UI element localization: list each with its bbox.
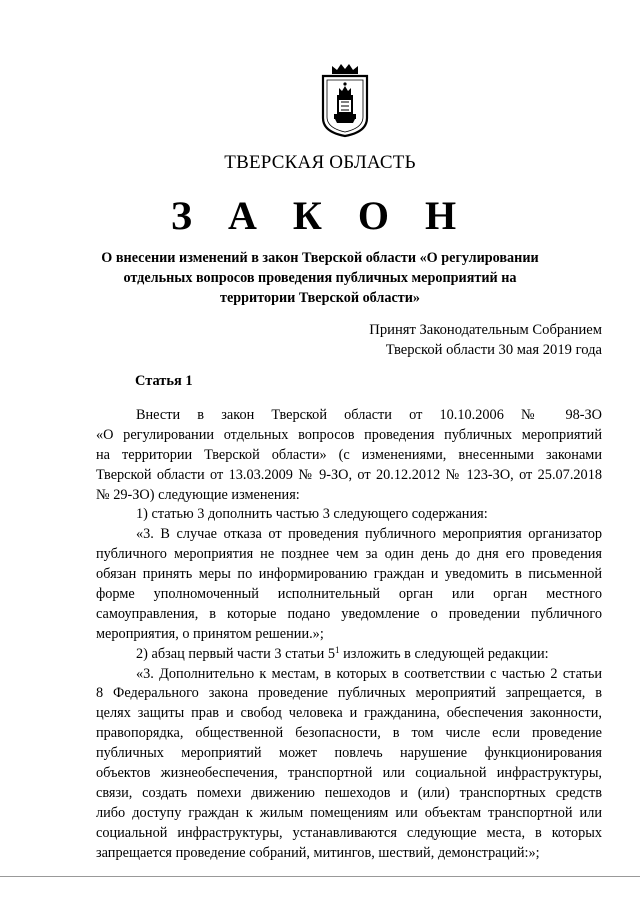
subject-line: территории Тверской области» [219,289,420,306]
body-line: связи, создать помехи движению пешеходов и (или) транспортных средств [96,784,602,801]
body-line: 8 Федерального закона проведение публичных мероприятий запрещается, в [96,685,602,702]
article-body [96,406,602,863]
body-line: объектов жизнеобеспечения, транспортной или социальной инфраструктуры, [96,765,602,782]
adoption-line: Тверской области 30 мая 2019 года [385,341,602,358]
body-line: целях защиты прав и свобод человека и гражданина, обеспечения законности, [96,705,602,722]
body-text: 2) абзац первый части 3 статьи 5 [136,645,336,662]
body-line: либо доступу граждан к жилым помещениям или объектам транспортной или [96,804,602,821]
body-line: «3. Дополнительно к местам, в которых в соответствии с частью 2 статьи [136,665,602,682]
subject-line: О внесении изменений в закон Тверской области «О регулировании [101,250,539,266]
region-name: ТВЕРСКАЯ ОБЛАСТЬ [224,152,416,173]
body-line: № 29-ЗО) следующие изменения: [96,486,300,503]
body-line: Тверской области от 13.03.2009 № 9-ЗО, от 20.12.2012 № 123-ЗО, от 25.07.2018 [96,466,602,483]
article-heading: Статья 1 [135,373,193,389]
superscript: 1 [335,644,340,655]
subject-line: отдельных вопросов проведения публичных мероприятий на [123,269,517,286]
body-line: форме уполномоченный исполнительный орган или орган местного [96,586,602,603]
body-line [96,645,602,665]
body-text: изложить в следующей редакции: [339,645,549,662]
body-line: правопорядка, общественной безопасности, в том числе если проведение [96,725,602,742]
body-line: обязан принять меры по информированию граждан и уведомить в письменной [96,566,602,583]
body-line: 1) статью 3 дополнить частью 3 следующего содержания: [136,506,488,523]
body-line: «О регулировании отдельных вопросов проведения публичных мероприятий [96,426,602,443]
body-line: публичного мероприятия не позднее чем за один день до дня его проведения [96,546,602,563]
adoption-note [300,320,602,360]
document-type-title: З А К О Н [170,193,470,238]
law-subject [92,249,548,309]
body-line: мероприятия, о принятом решении.»; [96,625,324,642]
body-line: Внести в закон Тверской области от 10.10.2006 № 98-ЗО [136,407,602,423]
body-line: публичных мероприятий может повлечь нарушение функционирования [96,745,602,762]
coat-of-arms-icon [318,62,372,138]
body-line: на территории Тверской области» (с изменениями, внесенными законами [96,446,602,463]
page-divider [0,876,640,877]
body-line: запрещается проведение собраний, митингов, шествий, демонстраций:»; [96,844,540,861]
body-line: самоуправления, в которые подано уведомление о проведении публичного [96,605,602,622]
body-line: социальной инфраструктуры, устанавливаются следующие места, в которых [96,824,602,841]
adoption-line: Принят Законодательным Собранием [369,322,602,338]
body-line: «3. В случае отказа от проведения публичного мероприятия организатор [136,526,602,543]
